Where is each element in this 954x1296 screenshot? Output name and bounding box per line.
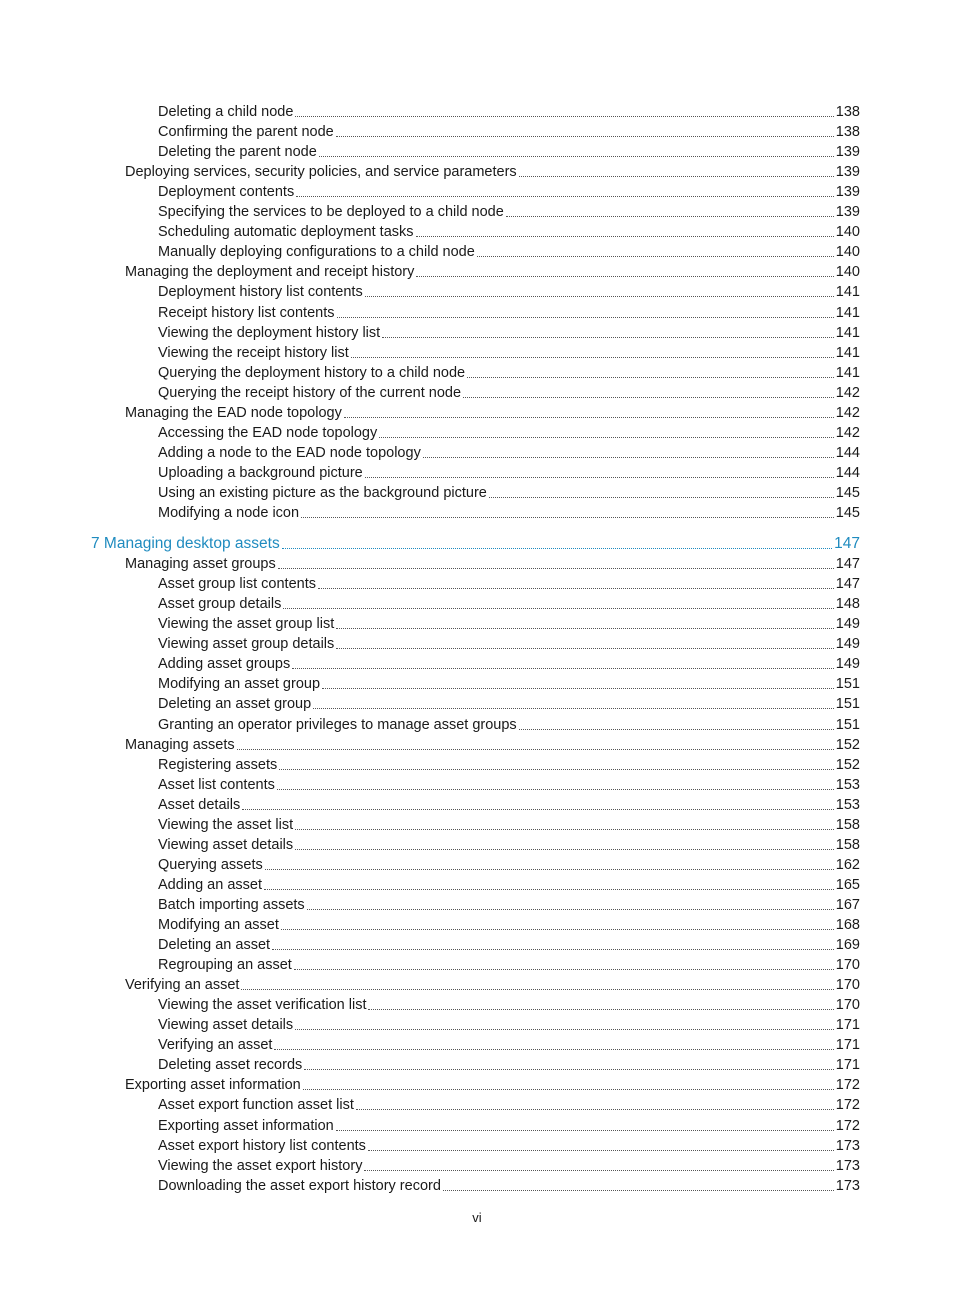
toc-entry-title: Managing assets [125, 736, 235, 753]
toc-subsection-entry[interactable] [158, 121, 860, 141]
dot-leader [301, 517, 834, 518]
toc-subsection-entry[interactable] [158, 1014, 860, 1034]
dot-leader [368, 1009, 833, 1010]
toc-entry-title: Using an existing picture as the background picture [158, 484, 487, 501]
dot-leader [318, 588, 834, 589]
toc-entry-page: 141 [835, 344, 860, 361]
dot-leader [356, 1109, 834, 1110]
toc-subsection-entry[interactable] [158, 382, 860, 402]
toc-section-entry[interactable] [125, 402, 860, 422]
dot-leader [264, 889, 834, 890]
dot-leader [365, 477, 834, 478]
toc-subsection-entry[interactable] [158, 1155, 860, 1175]
toc-entry-page: 172 [835, 1117, 860, 1134]
toc-entry-page: 171 [835, 1017, 860, 1034]
toc-subsection-entry[interactable] [158, 653, 860, 673]
toc-entry-page: 168 [835, 917, 860, 933]
dot-leader [519, 729, 834, 730]
toc-entry-title: Managing asset groups [125, 556, 276, 573]
toc-entry-page: 173 [835, 1137, 860, 1154]
dot-leader [281, 929, 834, 930]
toc-entry-page: 158 [835, 816, 860, 833]
toc-section-entry[interactable] [125, 261, 860, 281]
toc-subsection-entry[interactable] [158, 573, 860, 593]
toc-entry-title: Modifying an asset [158, 917, 279, 933]
toc-subsection-entry[interactable] [158, 101, 860, 121]
toc-subsection-entry[interactable] [158, 714, 860, 734]
toc-entry-title: Viewing the asset export history [158, 1157, 363, 1174]
toc-entry-page: 140 [835, 224, 860, 241]
dot-leader [279, 769, 834, 770]
dot-leader [295, 1029, 834, 1030]
toc-entry-title: Viewing the deployment history list [158, 324, 381, 341]
toc-subsection-entry[interactable] [158, 482, 860, 502]
dot-leader [423, 457, 834, 458]
toc-section-entry[interactable] [125, 553, 860, 573]
toc-entry-page: 149 [835, 616, 860, 633]
toc-entry-title: Viewing the asset list [158, 816, 294, 833]
toc-entry-page: 141 [835, 304, 860, 321]
toc-entry-title: Verifying an asset [125, 977, 240, 994]
toc-entry-page: 145 [835, 484, 860, 501]
toc-entry-title: Viewing asset details [158, 1017, 294, 1034]
toc-entry-title: Verifying an asset [158, 1037, 273, 1054]
toc-entry-title: Exporting asset information [158, 1117, 334, 1134]
dot-leader [337, 317, 834, 318]
toc-subsection-entry[interactable] [158, 914, 860, 934]
dot-leader [307, 909, 834, 910]
dot-leader [265, 869, 834, 870]
toc-subsection-entry[interactable] [158, 794, 860, 814]
toc-entry-title: Asset export function asset list [158, 1097, 354, 1114]
dot-leader [303, 1089, 834, 1090]
dot-leader [277, 789, 834, 790]
toc-entry-page: 139 [835, 164, 860, 181]
toc-subsection-entry[interactable] [158, 462, 860, 482]
dot-leader [313, 708, 834, 709]
toc-entry-title: Receipt history list contents [158, 304, 335, 321]
dot-leader [344, 417, 834, 418]
toc-entry-title: Asset details [158, 796, 241, 813]
toc-subsection-entry[interactable] [158, 502, 860, 522]
dot-leader [278, 568, 834, 569]
dot-leader [336, 628, 834, 629]
dot-leader [467, 377, 834, 378]
toc-subsection-entry[interactable] [158, 633, 860, 653]
toc-entry-title: Deployment history list contents [158, 284, 363, 301]
dot-leader [519, 176, 834, 177]
dot-leader [296, 196, 834, 197]
toc-entry-title: Scheduling automatic deployment tasks [158, 224, 414, 241]
toc-entry-title: Querying assets [158, 856, 263, 873]
toc-entry-page: 144 [835, 464, 860, 481]
toc-entry-title: Exporting asset information [125, 1077, 301, 1094]
dot-leader [379, 437, 834, 438]
toc-entry-page: 139 [835, 144, 860, 161]
dot-leader [365, 296, 834, 297]
toc-entry-page: 172 [835, 1097, 860, 1114]
toc-entry-title: Regrouping an asset [158, 957, 292, 974]
dot-leader [382, 337, 834, 338]
toc-entry-page: 139 [835, 184, 860, 201]
dot-leader [282, 548, 832, 549]
toc-subsection-entry[interactable] [158, 342, 860, 362]
toc-entry-page: 153 [835, 796, 860, 813]
toc-subsection-entry[interactable] [158, 774, 860, 794]
toc-entry-page: 138 [835, 104, 860, 120]
toc-subsection-entry[interactable] [158, 1115, 860, 1135]
toc-entry-page: 170 [835, 957, 860, 974]
toc-entry-page: 148 [835, 596, 860, 613]
toc-entry-page: 145 [835, 505, 860, 521]
toc-subsection-entry[interactable] [158, 141, 860, 161]
toc-entry-title: Modifying a node icon [158, 505, 300, 521]
toc-chapter-entry[interactable] [91, 533, 860, 553]
dot-leader [416, 236, 834, 237]
toc-entry-page: 172 [835, 1077, 860, 1094]
toc-entry-page: 141 [835, 364, 860, 381]
toc-entry-title: Downloading the asset export history record [158, 1177, 441, 1194]
toc-entry-page: 138 [835, 124, 860, 141]
toc-entry-page: 149 [835, 656, 860, 673]
toc-entry-title: Adding a node to the EAD node topology [158, 444, 421, 461]
toc-entry-page: 158 [835, 836, 860, 853]
toc-subsection-entry[interactable] [158, 894, 860, 914]
dot-leader [319, 156, 834, 157]
toc-subsection-entry[interactable] [158, 201, 860, 221]
toc-entry-title: Deleting asset records [158, 1057, 303, 1074]
toc-section-entry[interactable] [125, 161, 860, 181]
toc-entry-title: Deleting a child node [158, 104, 294, 120]
dot-leader [241, 989, 833, 990]
toc-subsection-entry[interactable] [158, 994, 860, 1014]
dot-leader [336, 648, 834, 649]
toc-entry-title: Querying the receipt history of the current node [158, 384, 462, 401]
toc-subsection-entry[interactable] [158, 241, 860, 261]
toc-entry-page: 152 [835, 736, 860, 753]
toc-subsection-entry[interactable] [158, 834, 860, 854]
toc-entry-page: 152 [835, 756, 860, 773]
toc-entry-title: Deploying services, security policies, and service parameters [125, 164, 517, 181]
toc-section-entry[interactable] [125, 1074, 860, 1094]
toc-subsection-entry[interactable] [158, 814, 860, 834]
dot-leader [304, 1069, 834, 1070]
toc-entry-page: 170 [835, 977, 860, 994]
toc-subsection-entry[interactable] [158, 693, 860, 713]
toc-entry-page: 139 [835, 204, 860, 221]
toc-entry-title: Granting an operator privileges to manage asset groups [158, 716, 517, 733]
toc-entry-title: Adding an asset [158, 876, 262, 893]
dot-leader [489, 497, 834, 498]
toc-entry-title: Managing the EAD node topology [125, 404, 342, 421]
toc-subsection-entry[interactable] [158, 322, 860, 342]
toc-entry-title: Deleting an asset [158, 937, 271, 954]
toc-entry-title: Deleting an asset group [158, 696, 312, 713]
dot-leader [295, 116, 833, 117]
toc-subsection-entry[interactable] [158, 613, 860, 633]
toc-subsection-entry[interactable] [158, 1175, 860, 1195]
dot-leader [242, 809, 834, 810]
toc-entry-page: 142 [835, 384, 860, 401]
toc-entry-title: Batch importing assets [158, 896, 305, 913]
toc-entry-title: Accessing the EAD node topology [158, 424, 378, 441]
toc-entry-title: Asset export history list contents [158, 1137, 366, 1154]
toc-entry-page: 170 [835, 997, 860, 1014]
toc-entry-page: 144 [835, 444, 860, 461]
toc-entry-page: 140 [835, 264, 860, 281]
toc-subsection-entry[interactable] [158, 442, 860, 462]
toc-subsection-entry[interactable] [158, 1135, 860, 1155]
dot-leader [272, 949, 834, 950]
toc-subsection-entry[interactable] [158, 754, 860, 774]
toc-entry-page: 167 [835, 896, 860, 913]
toc-entry-title: Viewing the asset group list [158, 616, 335, 633]
dot-leader [274, 1049, 833, 1050]
toc-entry-title: Viewing asset group details [158, 636, 335, 653]
toc-entry-title: Viewing the receipt history list [158, 344, 349, 361]
dot-leader [322, 688, 834, 689]
toc-entry-page: 162 [835, 856, 860, 873]
dot-leader [364, 1170, 833, 1171]
toc-subsection-entry[interactable] [158, 362, 860, 382]
toc-entry-page: 171 [835, 1057, 860, 1074]
toc-entry-title: Querying the deployment history to a child node [158, 364, 466, 381]
toc-entry-title: Asset group details [158, 596, 282, 613]
toc-entry-title: Uploading a background picture [158, 464, 363, 481]
toc-entry-page: 151 [835, 696, 860, 713]
toc-subsection-entry[interactable] [158, 1054, 860, 1074]
toc-entry-page: 140 [835, 244, 860, 261]
dot-leader [416, 276, 833, 277]
dot-leader [292, 668, 834, 669]
toc-entry-page: 147 [835, 576, 860, 593]
dot-leader [506, 216, 834, 217]
dot-leader [294, 969, 834, 970]
toc-entry-title: Asset group list contents [158, 576, 316, 593]
toc-entry-page: 142 [835, 404, 860, 421]
toc-entry-page: 173 [835, 1157, 860, 1174]
toc-entry-title: Asset list contents [158, 776, 275, 793]
toc-entry-title: Confirming the parent node [158, 124, 334, 141]
toc-section-entry[interactable] [125, 974, 860, 994]
toc-entry-page: 169 [835, 937, 860, 954]
toc-entry-title: Viewing asset details [158, 836, 294, 853]
dot-leader [336, 136, 834, 137]
toc-entry-page: 147 [834, 535, 860, 553]
toc-entry-title: Deployment contents [158, 184, 295, 201]
dot-leader [443, 1190, 834, 1191]
dot-leader [283, 608, 833, 609]
dot-leader [351, 357, 834, 358]
toc-entry-title: Deleting the parent node [158, 144, 317, 161]
toc-entry-page: 151 [835, 676, 860, 693]
toc-entry-title: 7 Managing desktop assets [91, 535, 280, 553]
dot-leader [295, 829, 834, 830]
toc-subsection-entry[interactable] [158, 221, 860, 241]
toc-subsection-entry[interactable] [158, 302, 860, 322]
toc-subsection-entry[interactable] [158, 673, 860, 693]
dot-leader [336, 1130, 834, 1131]
toc-subsection-entry[interactable] [158, 593, 860, 613]
toc-entry-page: 151 [835, 716, 860, 733]
toc-subsection-entry[interactable] [158, 934, 860, 954]
toc-entry-page: 142 [835, 424, 860, 441]
toc-subsection-entry[interactable] [158, 874, 860, 894]
toc-subsection-entry[interactable] [158, 422, 860, 442]
toc-subsection-entry[interactable] [158, 1034, 860, 1054]
toc-entry-page: 173 [835, 1177, 860, 1194]
toc-entry-page: 141 [835, 324, 860, 341]
dot-leader [463, 397, 834, 398]
toc-subsection-entry[interactable] [158, 1094, 860, 1114]
toc-entry-title: Registering assets [158, 756, 278, 773]
toc-entry-title: Manually deploying configurations to a child node [158, 244, 475, 261]
toc-entry-page: 171 [835, 1037, 860, 1054]
toc-entry-page: 165 [835, 876, 860, 893]
toc-entry-title: Viewing the asset verification list [158, 997, 367, 1014]
toc-entry-page: 141 [835, 284, 860, 301]
toc-section-entry[interactable] [125, 734, 860, 754]
toc-entry-page: 149 [835, 636, 860, 653]
toc-subsection-entry[interactable] [158, 181, 860, 201]
toc-subsection-entry[interactable] [158, 954, 860, 974]
dot-leader [237, 749, 834, 750]
toc-entry-page: 153 [835, 776, 860, 793]
toc-subsection-entry[interactable] [158, 854, 860, 874]
toc-entry-title: Specifying the services to be deployed to a child node [158, 204, 504, 221]
dot-leader [368, 1150, 834, 1151]
dot-leader [477, 256, 834, 257]
toc-entry-title: Modifying an asset group [158, 676, 321, 693]
toc-subsection-entry[interactable] [158, 281, 860, 301]
toc-entry-title: Adding asset groups [158, 656, 291, 673]
toc-entry-page: 147 [835, 556, 860, 573]
toc-entry-title: Managing the deployment and receipt history [125, 264, 415, 281]
page-number: vi [472, 1210, 482, 1225]
dot-leader [295, 849, 834, 850]
